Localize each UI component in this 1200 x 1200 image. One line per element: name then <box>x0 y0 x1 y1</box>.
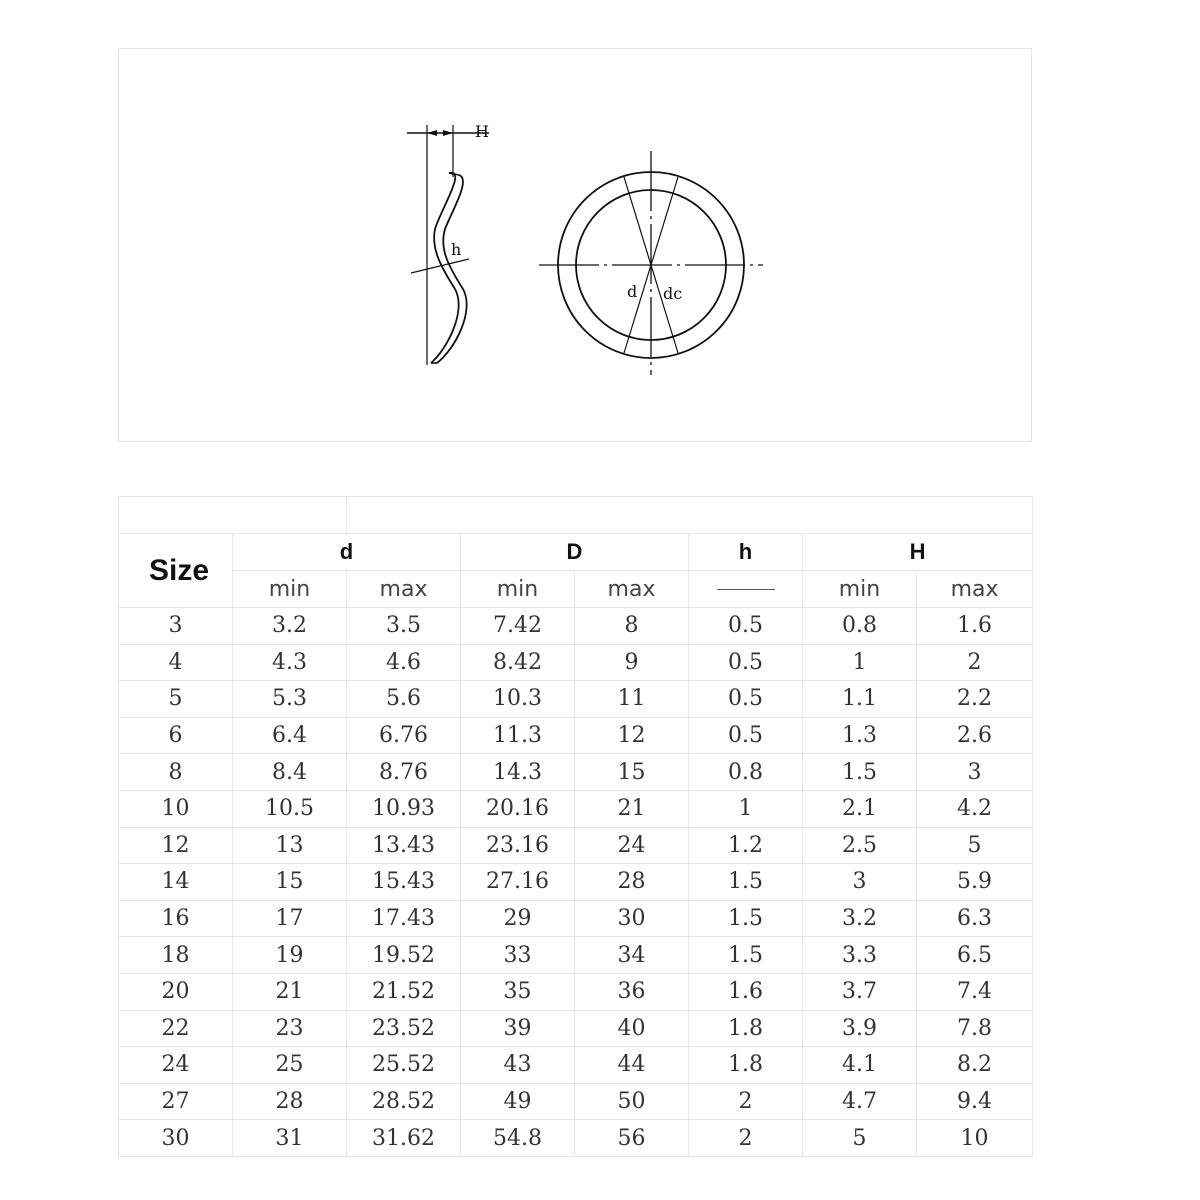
table-cell: 6.5 <box>917 937 1033 974</box>
table-cell: 31.62 <box>347 1120 461 1157</box>
table-row <box>119 754 1033 791</box>
table-cell: 8.4 <box>233 754 347 791</box>
spec-table <box>118 496 1033 1157</box>
table-cell: 2 <box>689 1120 803 1157</box>
table-cell: 8.42 <box>461 644 575 681</box>
table-cell: 39 <box>461 1010 575 1047</box>
subheader-D-min: min <box>461 571 575 608</box>
table-cell: 14.3 <box>461 754 575 791</box>
table-cell: 21 <box>575 790 689 827</box>
table-cell: 29 <box>461 900 575 937</box>
header-H: H <box>803 534 1033 571</box>
table-cell: 4.3 <box>233 644 347 681</box>
table-cell: 2 <box>689 1083 803 1120</box>
table-cell: 44 <box>575 1047 689 1084</box>
table-cell: 3.5 <box>347 608 461 645</box>
table-cell: 24 <box>575 827 689 864</box>
table-cell: 1.6 <box>917 608 1033 645</box>
table-cell: 9.4 <box>917 1083 1033 1120</box>
table-subheader-row <box>119 571 1033 608</box>
table-cell: 1 <box>803 644 917 681</box>
table-cell: 50 <box>575 1083 689 1120</box>
table-cell: 10.5 <box>233 790 347 827</box>
header-d: d <box>233 534 461 571</box>
header-h: h <box>689 534 803 571</box>
subheader-d-min: min <box>233 571 347 608</box>
table-cell: 1.6 <box>689 973 803 1010</box>
table-cell: 3 <box>917 754 1033 791</box>
table-cell: 12 <box>119 827 233 864</box>
table-cell: 1.5 <box>689 937 803 974</box>
table-cell: 20 <box>119 973 233 1010</box>
table-cell: 15 <box>575 754 689 791</box>
table-row <box>119 790 1033 827</box>
table-cell: 2.1 <box>803 790 917 827</box>
table-row <box>119 1010 1033 1047</box>
washer-drawing-panel <box>118 48 1032 442</box>
table-cell: 28 <box>233 1083 347 1120</box>
table-cell: 49 <box>461 1083 575 1120</box>
table-cell: 31 <box>233 1120 347 1157</box>
table-cell: 43 <box>461 1047 575 1084</box>
table-cell: 16 <box>119 900 233 937</box>
table-cell: 40 <box>575 1010 689 1047</box>
table-cell: 21.52 <box>347 973 461 1010</box>
table-cell: 4.1 <box>803 1047 917 1084</box>
table-cell: 18 <box>119 937 233 974</box>
table-cell: 1.5 <box>689 900 803 937</box>
table-cell: 8.2 <box>917 1047 1033 1084</box>
label-H: H <box>475 122 489 141</box>
header-D: D <box>461 534 689 571</box>
table-cell: 14 <box>119 864 233 901</box>
table-cell: 1.3 <box>803 717 917 754</box>
table-cell: 56 <box>575 1120 689 1157</box>
table-cell: 4 <box>119 644 233 681</box>
table-cell: 1 <box>689 790 803 827</box>
table-row <box>119 937 1033 974</box>
table-cell: 6.3 <box>917 900 1033 937</box>
table-cell: 3 <box>803 864 917 901</box>
table-cell: 6.76 <box>347 717 461 754</box>
table-row <box>119 644 1033 681</box>
table-cell: 8 <box>119 754 233 791</box>
table-cell: 1.5 <box>803 754 917 791</box>
table-cell: 27.16 <box>461 864 575 901</box>
table-cell: 23 <box>233 1010 347 1047</box>
table-cell: 0.5 <box>689 717 803 754</box>
subheader-D-max: max <box>575 571 689 608</box>
table-body <box>119 608 1033 1157</box>
table-cell: 3.2 <box>233 608 347 645</box>
table-cell: 15.43 <box>347 864 461 901</box>
table-row <box>119 717 1033 754</box>
table-cell: 33 <box>461 937 575 974</box>
table-row <box>119 1083 1033 1120</box>
washer-front-view <box>539 151 763 375</box>
table-cell: 30 <box>119 1120 233 1157</box>
table-row <box>119 900 1033 937</box>
table-cell: 17.43 <box>347 900 461 937</box>
table-cell: 1.5 <box>689 864 803 901</box>
washer-technical-drawing <box>119 49 1033 443</box>
table-cell: 5 <box>917 827 1033 864</box>
table-cell: 1.1 <box>803 681 917 718</box>
subheader-h-dash <box>689 571 803 608</box>
table-cell: 35 <box>461 973 575 1010</box>
table-cell: 0.8 <box>803 608 917 645</box>
table-row <box>119 827 1033 864</box>
table-cell: 3.9 <box>803 1010 917 1047</box>
table-row <box>119 608 1033 645</box>
table-header-row <box>119 534 1033 571</box>
table-row <box>119 681 1033 718</box>
table-cell: 19.52 <box>347 937 461 974</box>
table-row <box>119 1120 1033 1157</box>
table-cell: 19 <box>233 937 347 974</box>
table-top-blank-row <box>119 497 1033 534</box>
label-d: d <box>627 282 638 301</box>
table-cell: 0.8 <box>689 754 803 791</box>
table-cell: 5.6 <box>347 681 461 718</box>
table-row <box>119 1047 1033 1084</box>
subheader-H-max: max <box>917 571 1033 608</box>
table-cell: 3.2 <box>803 900 917 937</box>
dash-line <box>717 589 775 590</box>
table-cell: 4.2 <box>917 790 1033 827</box>
table-cell: 4.7 <box>803 1083 917 1120</box>
table-cell: 5.9 <box>917 864 1033 901</box>
table-cell: 7.8 <box>917 1010 1033 1047</box>
table-cell: 1.8 <box>689 1010 803 1047</box>
table-cell: 2.5 <box>803 827 917 864</box>
table-cell: 28.52 <box>347 1083 461 1120</box>
table-cell: 25 <box>233 1047 347 1084</box>
table-cell: 5 <box>803 1120 917 1157</box>
table-cell: 15 <box>233 864 347 901</box>
table-cell: 10 <box>119 790 233 827</box>
table-cell: 10.93 <box>347 790 461 827</box>
table-cell: 13 <box>233 827 347 864</box>
table-cell: 3.7 <box>803 973 917 1010</box>
table-cell: 4.6 <box>347 644 461 681</box>
table-cell: 12 <box>575 717 689 754</box>
subheader-d-max: max <box>347 571 461 608</box>
subheader-H-min: min <box>803 571 917 608</box>
table-cell: 23.52 <box>347 1010 461 1047</box>
table-cell: 6 <box>119 717 233 754</box>
table-cell: 36 <box>575 973 689 1010</box>
table-cell: 7.42 <box>461 608 575 645</box>
table-cell: 11.3 <box>461 717 575 754</box>
table-cell: 7.4 <box>917 973 1033 1010</box>
table-cell: 2 <box>917 644 1033 681</box>
table-cell: 25.52 <box>347 1047 461 1084</box>
table-cell: 30 <box>575 900 689 937</box>
table-cell: 23.16 <box>461 827 575 864</box>
table-cell: 0.5 <box>689 681 803 718</box>
table-cell: 20.16 <box>461 790 575 827</box>
table-cell: 17 <box>233 900 347 937</box>
table-cell: 8.76 <box>347 754 461 791</box>
table-cell: 3 <box>119 608 233 645</box>
label-h: h <box>451 240 462 259</box>
table-cell: 13.43 <box>347 827 461 864</box>
table-cell: 34 <box>575 937 689 974</box>
table-cell: 0.5 <box>689 644 803 681</box>
table-cell: 6.4 <box>233 717 347 754</box>
table-cell: 22 <box>119 1010 233 1047</box>
table-cell: 21 <box>233 973 347 1010</box>
label-dc: dc <box>663 284 683 303</box>
table-cell: 2.6 <box>917 717 1033 754</box>
table-cell: 10 <box>917 1120 1033 1157</box>
table-cell: 54.8 <box>461 1120 575 1157</box>
table-cell: 1.8 <box>689 1047 803 1084</box>
table-cell: 2.2 <box>917 681 1033 718</box>
table-row <box>119 864 1033 901</box>
table-cell: 5.3 <box>233 681 347 718</box>
table-cell: 27 <box>119 1083 233 1120</box>
table-cell: 11 <box>575 681 689 718</box>
table-cell: 1.2 <box>689 827 803 864</box>
table-cell: 3.3 <box>803 937 917 974</box>
table-row <box>119 973 1033 1010</box>
table-cell: 5 <box>119 681 233 718</box>
table-cell: 24 <box>119 1047 233 1084</box>
table-cell: 28 <box>575 864 689 901</box>
table-cell: 0.5 <box>689 608 803 645</box>
header-size: Size <box>119 534 233 608</box>
table-cell: 9 <box>575 644 689 681</box>
table-cell: 10.3 <box>461 681 575 718</box>
washer-side-view <box>407 125 489 365</box>
table-cell: 8 <box>575 608 689 645</box>
